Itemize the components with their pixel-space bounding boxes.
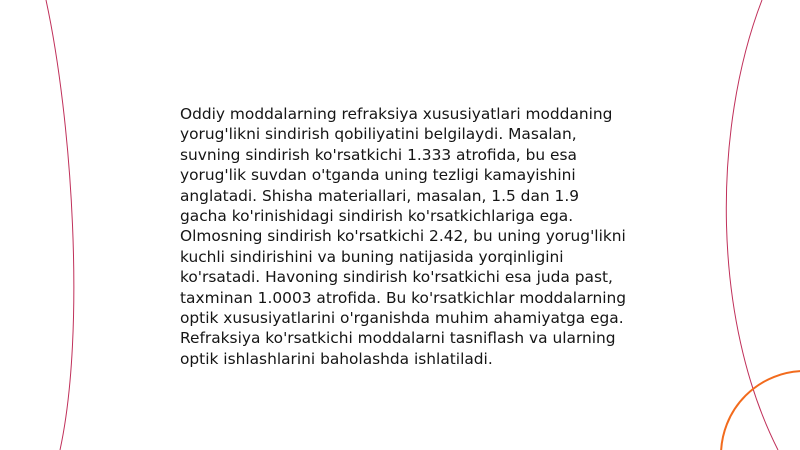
left-arc bbox=[46, 0, 74, 450]
right-arc bbox=[726, 0, 778, 450]
body-paragraph: Oddiy moddalarning refraksiya xususiyatlari moddaning yorug'likni sindirish qobiliyatini belgilaydi. Masalan, suvning sindirish ko'rsatkichi 1.333 atrofida, bu esa yorug'lik suvdan o'tganda uning tezligi kamayishini anglatadi. Shisha materiallari, masalan, 1.5 dan 1.9 gacha ko'rinishidagi sindirish ko'rsatkichlariga ega. Olmosning sindirish ko'rsatkichi 2.42, bu uning yorug'likni kuchli sindirishini va buning natijasida yorqinligini ko'rsatadi. Havoning sindirish ko'rsatkichi esa juda past, taxminan 1.0003 atrofida. Bu ko'rsatkichlar moddalarning optik xususiyatlarini o'rganishda muhim ahamiyatga ega. Refraksiya ko'rsatkichi moddalarni tasniflash va ularning optik ishlashlarini baholashda ishlatiladi. bbox=[180, 105, 627, 368]
